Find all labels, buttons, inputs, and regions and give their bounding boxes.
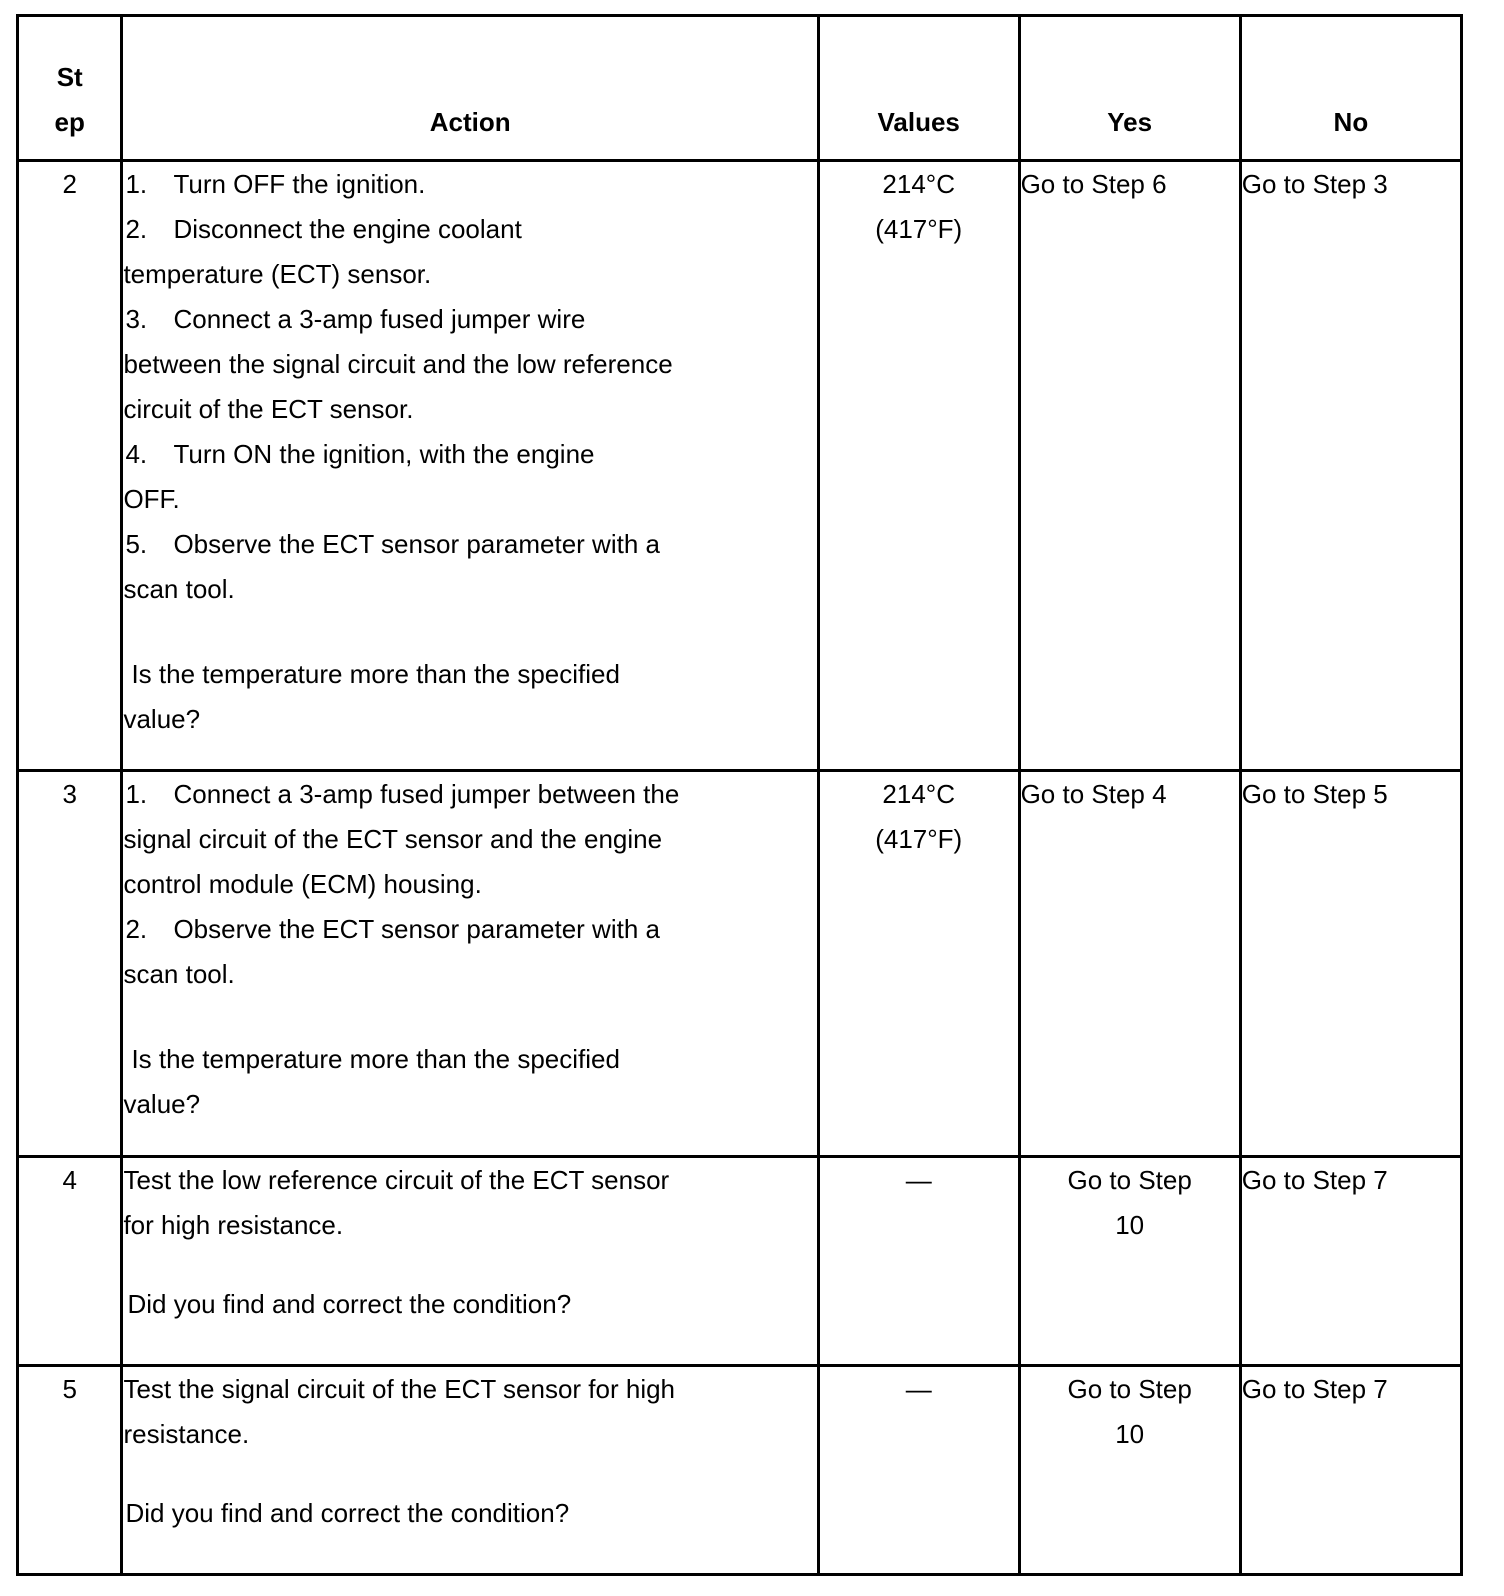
no-cell: Go to Step 7 <box>1240 1157 1461 1366</box>
action-header: Action <box>122 16 818 161</box>
action-line: temperature (ECT) sensor. <box>123 259 432 289</box>
action-line: control module (ECM) housing. <box>123 869 482 899</box>
question-line: value? <box>123 704 201 734</box>
table-row <box>18 1157 1462 1366</box>
action-line: scan tool. <box>123 574 235 604</box>
table-row <box>18 1366 1462 1575</box>
action-line: 4. Turn ON the ignition, with the engine <box>125 439 595 469</box>
yes-cell <box>1019 1366 1240 1575</box>
action-cell <box>122 161 818 771</box>
no-cell: Go to Step 5 <box>1240 771 1461 1157</box>
action-line: 2. Disconnect the engine coolant <box>125 214 522 244</box>
header-row <box>18 16 1462 161</box>
no-header: No <box>1240 16 1461 161</box>
yes-line: 10 <box>1115 1210 1145 1240</box>
values-cell <box>818 771 1019 1157</box>
question-line: Is the temperature more than the specified <box>131 659 620 689</box>
yes-line: 10 <box>1115 1419 1145 1449</box>
question-line: Is the temperature more than the specified <box>131 1044 620 1074</box>
values-cell <box>818 1366 1019 1575</box>
action-line: between the signal circuit and the low reference <box>123 349 673 379</box>
step-header-line2: ep <box>54 107 85 137</box>
step-number: 3 <box>18 771 122 1157</box>
action-line: signal circuit of the ECT sensor and the engine <box>123 824 663 854</box>
action-line: scan tool. <box>123 959 235 989</box>
value-fahrenheit: (417°F) <box>875 824 963 854</box>
value-celsius: 214°C <box>882 169 955 199</box>
step-header <box>18 16 122 161</box>
values-cell <box>818 161 1019 771</box>
action-line: 5. Observe the ECT sensor parameter with a <box>125 529 660 559</box>
values-header: Values <box>818 16 1019 161</box>
action-cell <box>122 1366 818 1575</box>
action-cell <box>122 771 818 1157</box>
action-line: 2. Observe the ECT sensor parameter with a <box>125 914 660 944</box>
action-line: 1. Connect a 3-amp fused jumper between the <box>125 779 680 809</box>
step-number: 2 <box>18 161 122 771</box>
action-cell <box>122 1157 818 1366</box>
table-row <box>18 771 1462 1157</box>
value-celsius: 214°C <box>882 779 955 809</box>
action-line: Test the signal circuit of the ECT sensor for high <box>123 1374 676 1404</box>
value-fahrenheit: (417°F) <box>875 214 963 244</box>
question-line: value? <box>123 1089 201 1119</box>
action-line: Test the low reference circuit of the ECT sensor <box>123 1165 670 1195</box>
yes-cell: Go to Step 6 <box>1019 161 1240 771</box>
question-line: Did you find and correct the condition? <box>125 1498 570 1528</box>
diagnostic-table <box>16 14 1463 1576</box>
yes-line: Go to Step <box>1067 1374 1192 1404</box>
step-number: 4 <box>18 1157 122 1366</box>
yes-cell: Go to Step 4 <box>1019 771 1240 1157</box>
no-cell: Go to Step 3 <box>1240 161 1461 771</box>
yes-header: Yes <box>1019 16 1240 161</box>
table-row <box>18 161 1462 771</box>
action-line: for high resistance. <box>123 1210 344 1240</box>
question-line: Did you find and correct the condition? <box>127 1289 572 1319</box>
value-dash: — <box>905 1165 932 1195</box>
yes-line: Go to Step <box>1067 1165 1192 1195</box>
action-line: OFF. <box>123 484 180 514</box>
action-line: 1. Turn OFF the ignition. <box>125 169 426 199</box>
action-line: circuit of the ECT sensor. <box>123 394 414 424</box>
values-cell <box>818 1157 1019 1366</box>
yes-cell <box>1019 1157 1240 1366</box>
value-dash: — <box>905 1374 932 1404</box>
step-header-line1: St <box>56 62 83 92</box>
no-cell: Go to Step 7 <box>1240 1366 1461 1575</box>
step-number: 5 <box>18 1366 122 1575</box>
action-line: 3. Connect a 3-amp fused jumper wire <box>125 304 586 334</box>
action-line: resistance. <box>123 1419 250 1449</box>
